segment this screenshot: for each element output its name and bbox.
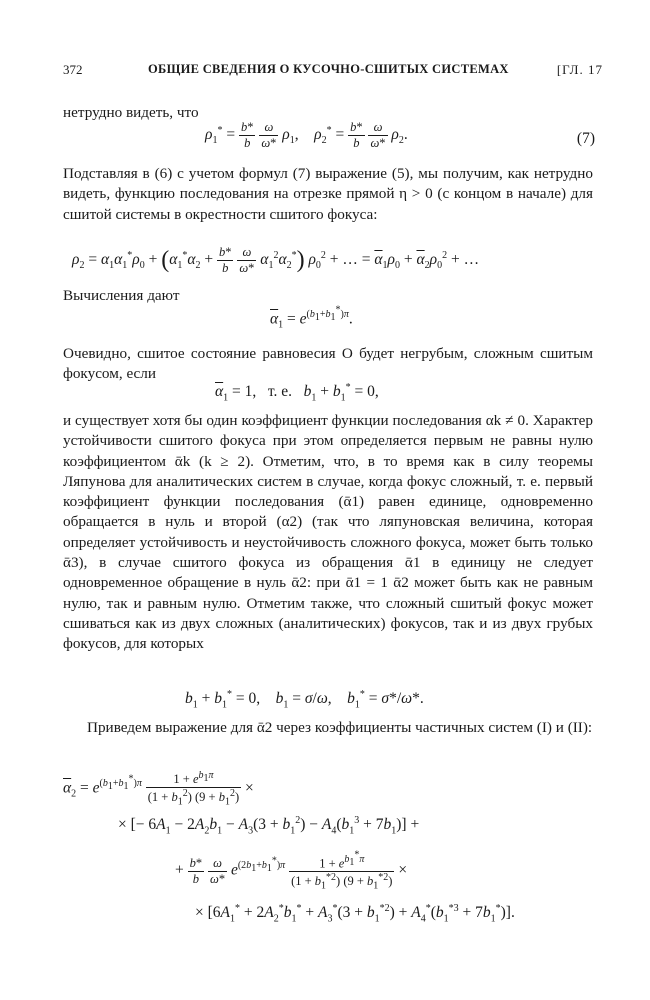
page-number: 372: [63, 62, 83, 77]
equation-alpha2-line3: + $\frac{b*}{b}$ $\frac{\omega}{\omega*}$ $e^{(2b_1+b_1^*)\pi}$ $\frac{1 + e^{b_1^*\pi}}{(1 + b_1^{*2}) (9 + b_1^{*2})}$ ×: [175, 850, 408, 893]
paragraph-focus-condition: Очевидно, сшитое состояние равновесия O будет негрубым, сложным сшитым фокусом, если: [63, 345, 593, 383]
chapter-ref: [ГЛ. 17: [556, 62, 603, 77]
paragraph-lyapunov: и существует хотя бы один коэффициент функции последования αk ≠ 0. Характер устойчивости сшитого фокуса при этом определяется первым не равны нулю коэффициентом ᾱk (k ≥ 2). Отметим, что, в то время как в силу теоремы Ляпунова для аналитических систем в случае, когда фокус сложный, т. е. первый коэффициент функции последования (ᾱ1) равен единице, одновременно обращается в нуль и второй (α2) (так что ляпуновская величина, которая определяет устойчивость и неустойчивость сложного фокуса, может быть только ᾱ3), в случае сшитого фокуса из обращения ᾱ1 в единицу не следует одновременное обращение в нуль ᾱ2: при ᾱ1 = 1 ᾱ2 может быть как не равным нулю, так и равным нулю. Отметим также, что сложный сшитый фокус может сшиваться как из двух сложных (аналитических) фокусов, так и из двух грубых фокусов, для которых: [63, 412, 593, 653]
paragraph-intro: нетрудно видеть, что: [63, 104, 199, 121]
equation-rough-foci: $b_1 + b_1^* = 0$, $b_1 = \sigma/\omega$, $b_1^* = \sigma*/\omega*$.: [185, 689, 424, 711]
paragraph-calculations: Вычисления дают: [63, 287, 180, 304]
equation-alpha2-line2: × [− $6A_1 - 2A_2b_1 - A_3(3 + b_1^2) - A_4(b_1^3 + 7b_1)$] +: [118, 815, 420, 837]
equation-alpha2-line1: $\overline{\alpha}_2 = e^{(b_1+b_1^*)\pi}$ $\frac{1 + e^{b_1\pi}}{(1 + b_1^2) (9 + b_1^2)}$ ×: [63, 770, 254, 808]
running-header: [63, 62, 603, 82]
equation-alpha1: $\overline{\alpha}_1 = e^{(b_1+b_1^*)\pi}$.: [270, 305, 353, 331]
equation-succession-function: $\rho_2 = \alpha_1\alpha_1^*\rho_0 + (\alpha_1^*\alpha_2$ + $\frac{b*}{b}$ $\frac{\omega}{\omega*}$ $\alpha_1^2\alpha_2^*$) $\rho_0^2$ + … = $\overline{\alpha}_1\rho_0 + \overline{\alpha}_2\rho_0^2$ + …: [72, 245, 480, 275]
equation-7: $\rho_1^*$ = $\frac{b*}{b}$ $\frac{\omega}{\omega*}$ $\rho_1$, $\rho_2^*$ = $\frac{b*}{b}$ $\frac{\omega}{\omega*}$ $\rho_2$. (7): [205, 120, 595, 150]
paragraph-alpha2-intro: Приведем выражение для ᾱ2 через коэффициенты частичных систем (I) и (II):: [87, 719, 593, 736]
chapter-title: ОБЩИЕ СВЕДЕНИЯ О КУСОЧНО-СШИТЫХ СИСТЕМАХ: [148, 62, 509, 76]
paragraph-substitution: Подставляя в (6) с учетом формул (7) выражение (5), мы получим, как нетрудно видеть, функцию последования на отрезке прямой η > 0 (с концом в начале) для сшитой системы в окрестности сшитого фокуса:: [63, 165, 593, 223]
equation-number: (7): [576, 130, 595, 147]
equation-alpha2-line4: × $[6A_1^* + 2A_2^*b_1^* + A_3^*(3 + b_1^{*2}) + A_4^*(b_1^{*3} + 7b_1^*)]$.: [195, 903, 515, 925]
equation-focus-condition: $\overline{\alpha}_1 = 1$, т. е. $b_1 + b_1^* = 0$,: [215, 382, 379, 404]
